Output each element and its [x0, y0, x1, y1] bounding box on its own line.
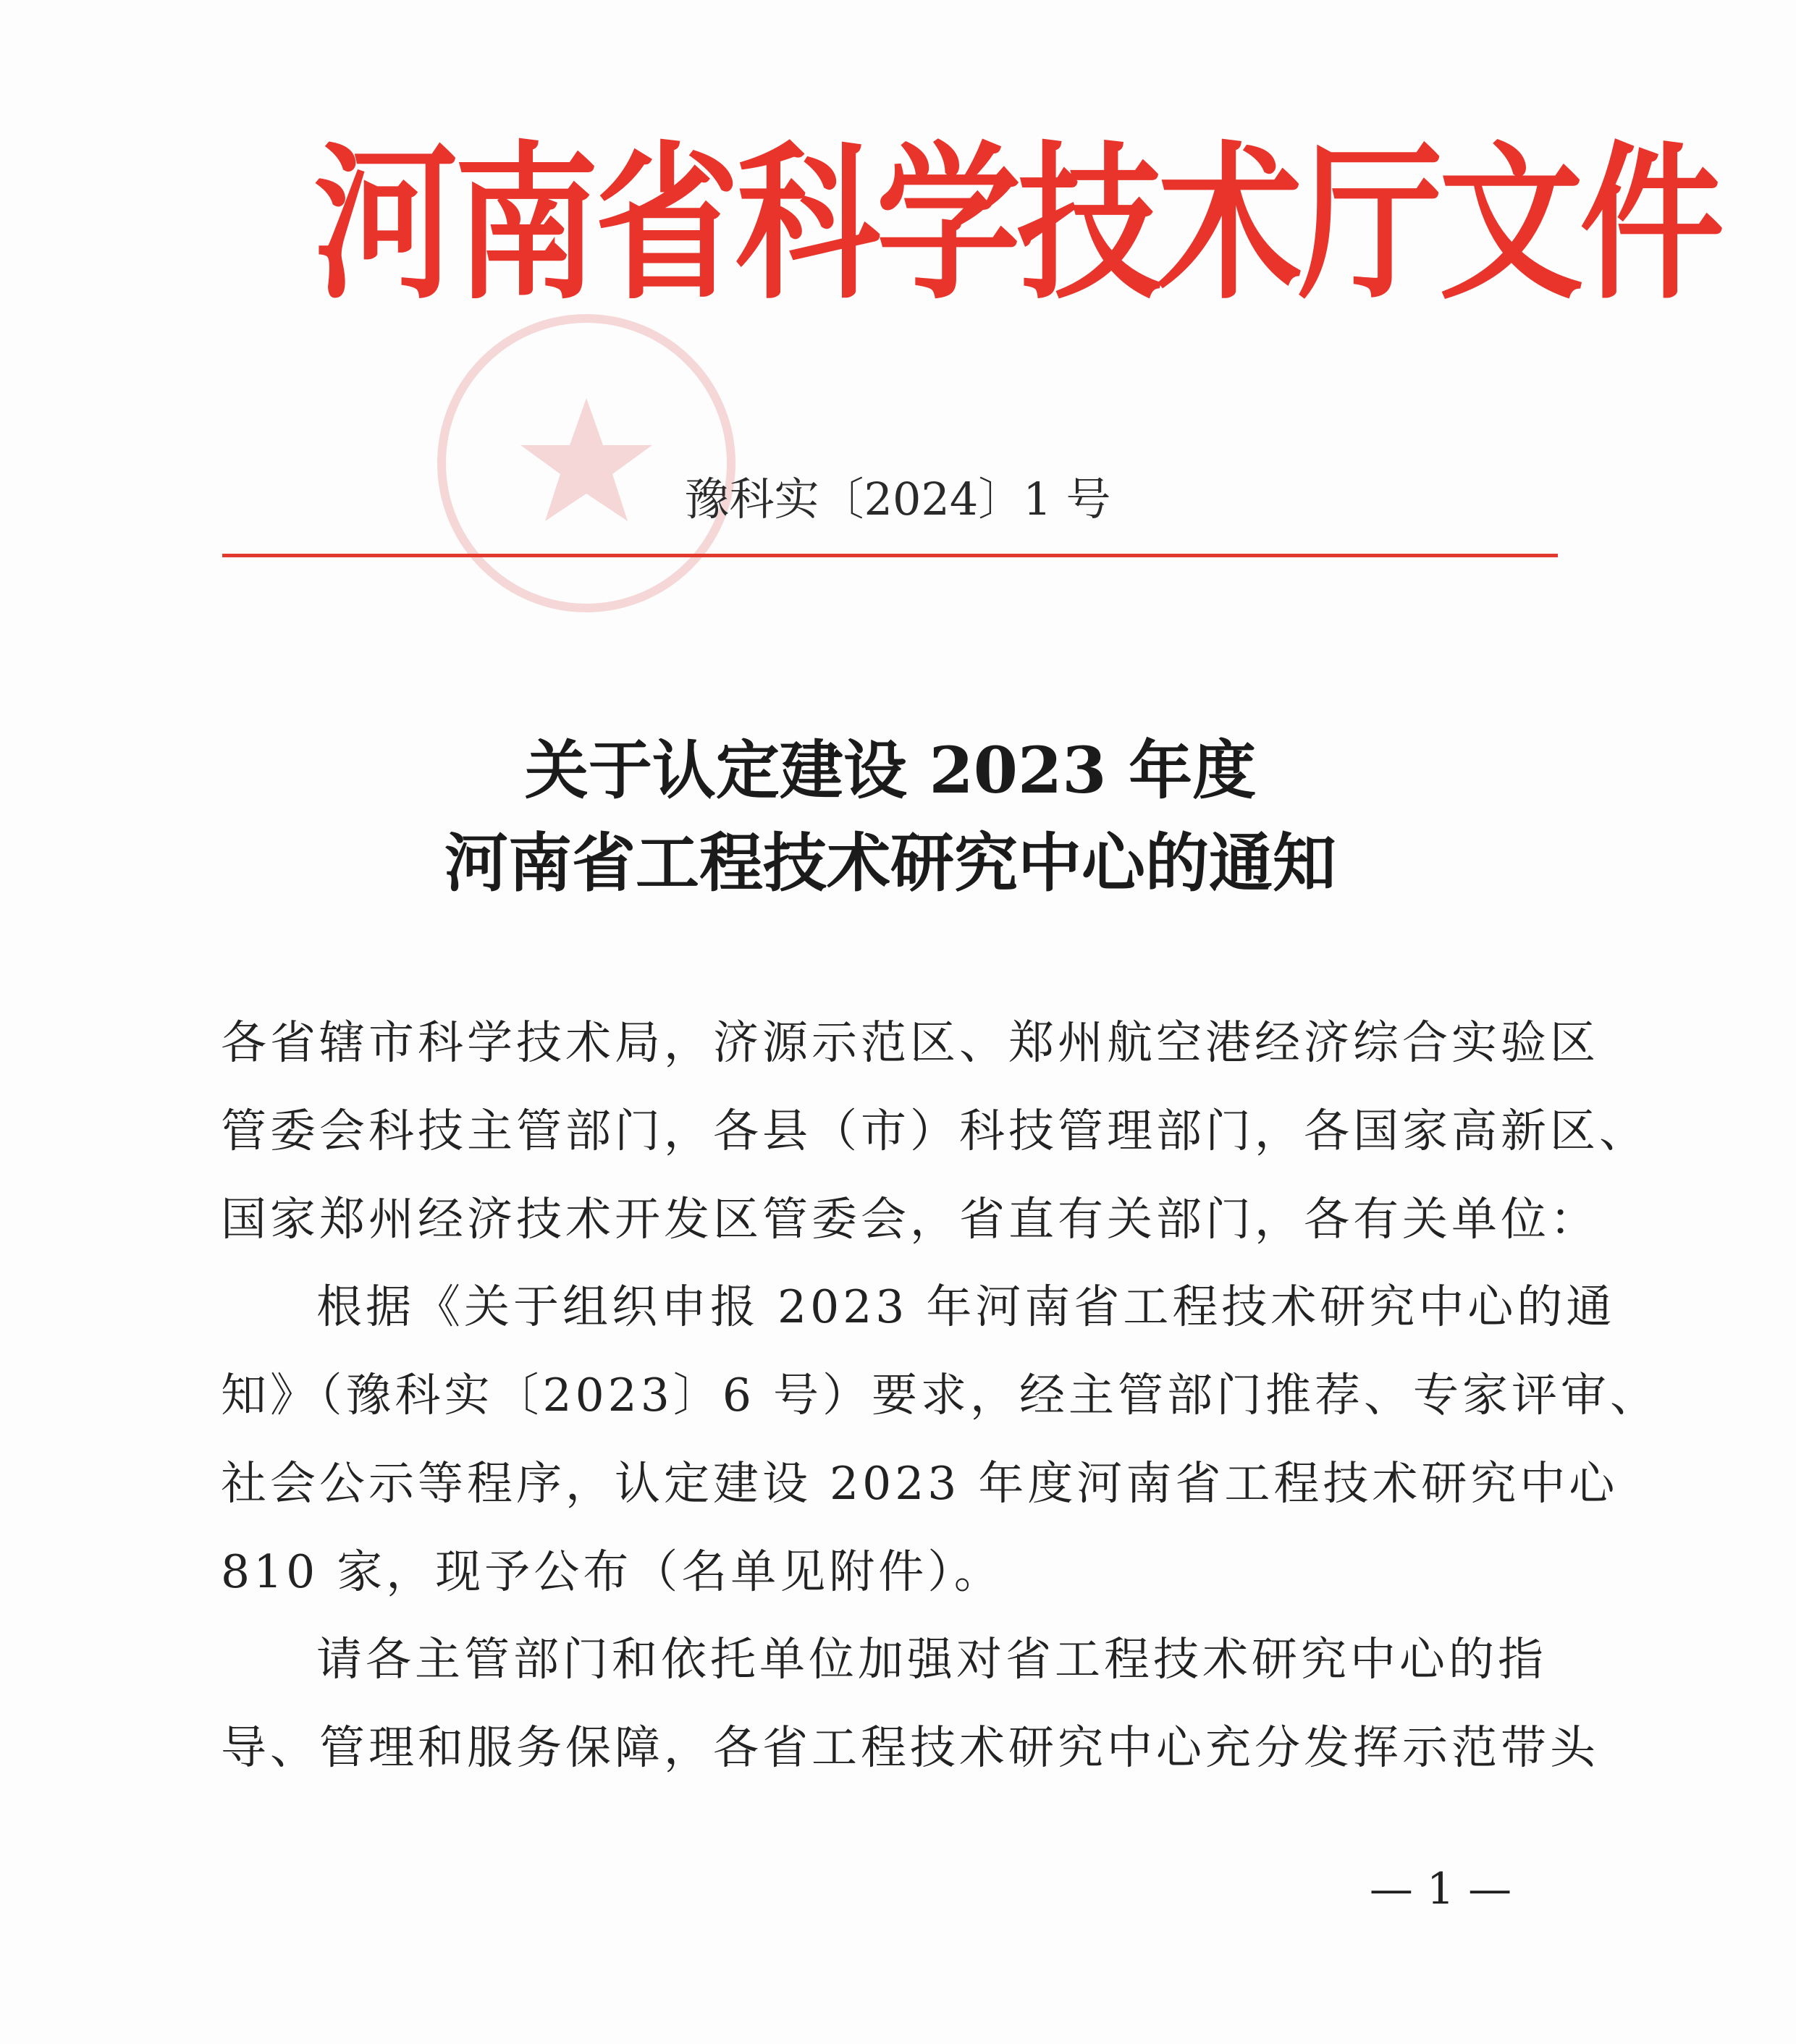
paragraph-1	[221, 1263, 1659, 1616]
addressee-block	[221, 999, 1648, 1264]
paragraph-line: 根据《关于组织申报 2023 年河南省工程技术研究中心的通	[316, 1280, 1616, 1333]
addressee-line: 国家郑州经济技术开发区管委会，省直有关部门，各有关单位：	[221, 1193, 1599, 1246]
title-line-1: 关于认定建设 2023 年度	[524, 732, 1257, 808]
addressee-line: 各省辖市科学技术局，济源示范区、郑州航空港经济综合实验区	[221, 1016, 1599, 1069]
paragraph-line: 知》（豫科实〔2023〕6 号）要求，经主管部门推荐、专家评审、	[221, 1369, 1659, 1422]
paragraph-line: 810 家，现予公布（名单见附件）。	[221, 1545, 1003, 1598]
document-title	[217, 724, 1564, 909]
official-seal	[416, 304, 756, 622]
title-line-2: 河南省工程技术研究中心的通知	[444, 825, 1336, 900]
paragraph-line: 社会公示等程序，认定建设 2023 年度河南省工程技术研究中心	[221, 1457, 1619, 1510]
document-number: 豫科实〔2024〕1 号	[684, 473, 1111, 525]
paragraph-line: 请各主管部门和依托单位加强对省工程技术研究中心的指	[316, 1633, 1547, 1686]
masthead-title: 河南省科学技术厅文件	[313, 127, 1721, 322]
header-divider	[222, 554, 1558, 557]
addressee-line: 管委会科技主管部门，各县（市）科技管理部门，各国家高新区、	[221, 1105, 1648, 1157]
paragraph-line: 导、管理和服务保障，各省工程技术研究中心充分发挥示范带头	[221, 1721, 1599, 1774]
paragraph-2	[221, 1616, 1599, 1792]
page-number: — 1 —	[1369, 1864, 1512, 1914]
